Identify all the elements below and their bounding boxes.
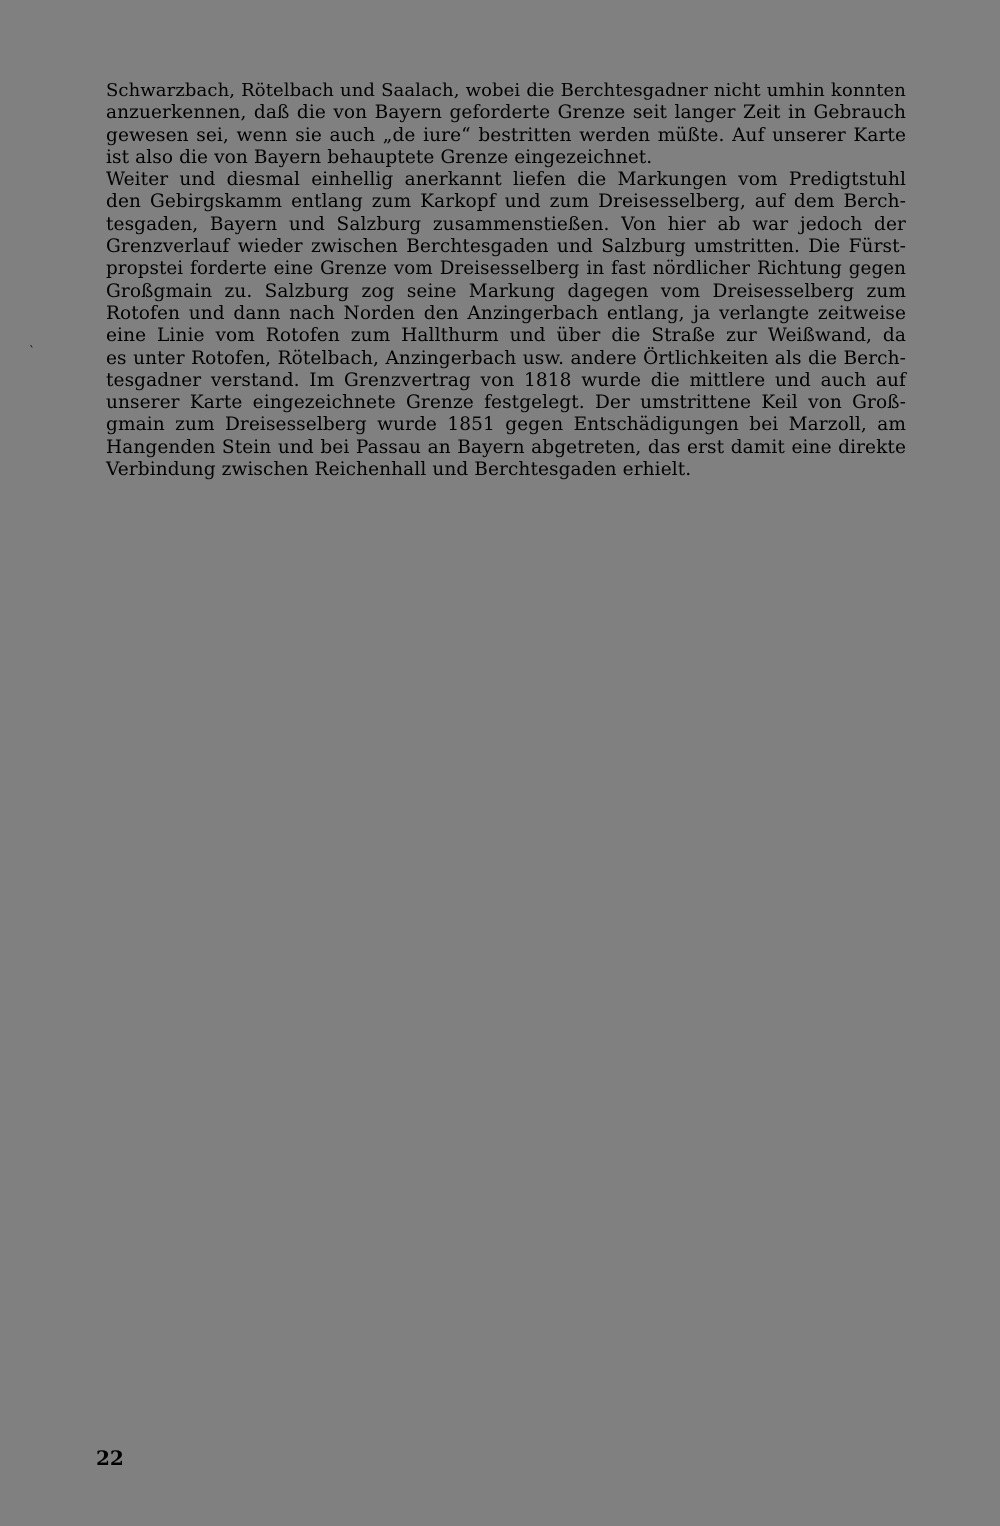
text-line: propstei forderte eine Grenze vom Dreisesselberg in fast nördlicher Richtung gegen — [106, 258, 906, 280]
text-line: unserer Karte eingezeichnete Grenze festgelegt. Der umstrittene Keil von Groß- — [106, 392, 906, 414]
text-line: Schwarzbach, Rötelbach und Saalach, wobei die Berchtesgadner nicht umhin konnten — [106, 80, 906, 101]
text-line: Verbindung zwischen Reichenhall und Berchtesgaden erhielt. — [106, 459, 692, 481]
body-text — [106, 80, 906, 481]
text-line: es unter Rotofen, Rötelbach, Anzingerbach usw. andere Örtlichkeiten als die Berch- — [106, 347, 906, 369]
text-line: gewesen sei, wenn sie auch „de iure“ bestritten werden müßte. Auf unserer Karte — [106, 124, 906, 146]
text-line: Rotofen und dann nach Norden den Anzingerbach entlang, ja verlangte zeitweise — [106, 302, 906, 324]
text-line: Großgmain zu. Salzburg zog seine Markung dagegen vom Dreisesselberg zum — [106, 280, 906, 302]
text-line: eine Linie vom Rotofen zum Hallthurm und über die Straße zur Weißwand, da — [106, 325, 906, 347]
page-number: 22 — [96, 1446, 124, 1470]
text-line: Weiter und diesmal einhellig anerkannt liefen die Markungen vom Predigtstuhl — [106, 169, 906, 191]
text-line: tesgaden, Bayern und Salzburg zusammenstießen. Von hier ab war jedoch der — [106, 213, 906, 235]
text-line: tesgadner verstand. Im Grenzvertrag von 1818 wurde die mittlere und auch auf — [106, 369, 906, 391]
text-line: gmain zum Dreisesselberg wurde 1851 gegen Entschädigungen bei Marzoll, am — [106, 414, 906, 436]
stray-mark: ` — [29, 344, 35, 358]
text-line: den Gebirgskamm entlang zum Karkopf und zum Dreisesselberg, auf dem Berch- — [106, 191, 906, 213]
text-line: anzuerkennen, daß die von Bayern geforderte Grenze seit langer Zeit in Gebrauch — [106, 102, 906, 124]
text-line: ist also die von Bayern behauptete Grenze eingezeichnet. — [106, 146, 653, 168]
text-line: Hangenden Stein und bei Passau an Bayern abgetreten, das erst damit eine direkte — [106, 436, 906, 458]
text-line: Grenzverlauf wieder zwischen Berchtesgaden und Salzburg umstritten. Die Fürst- — [106, 236, 906, 258]
